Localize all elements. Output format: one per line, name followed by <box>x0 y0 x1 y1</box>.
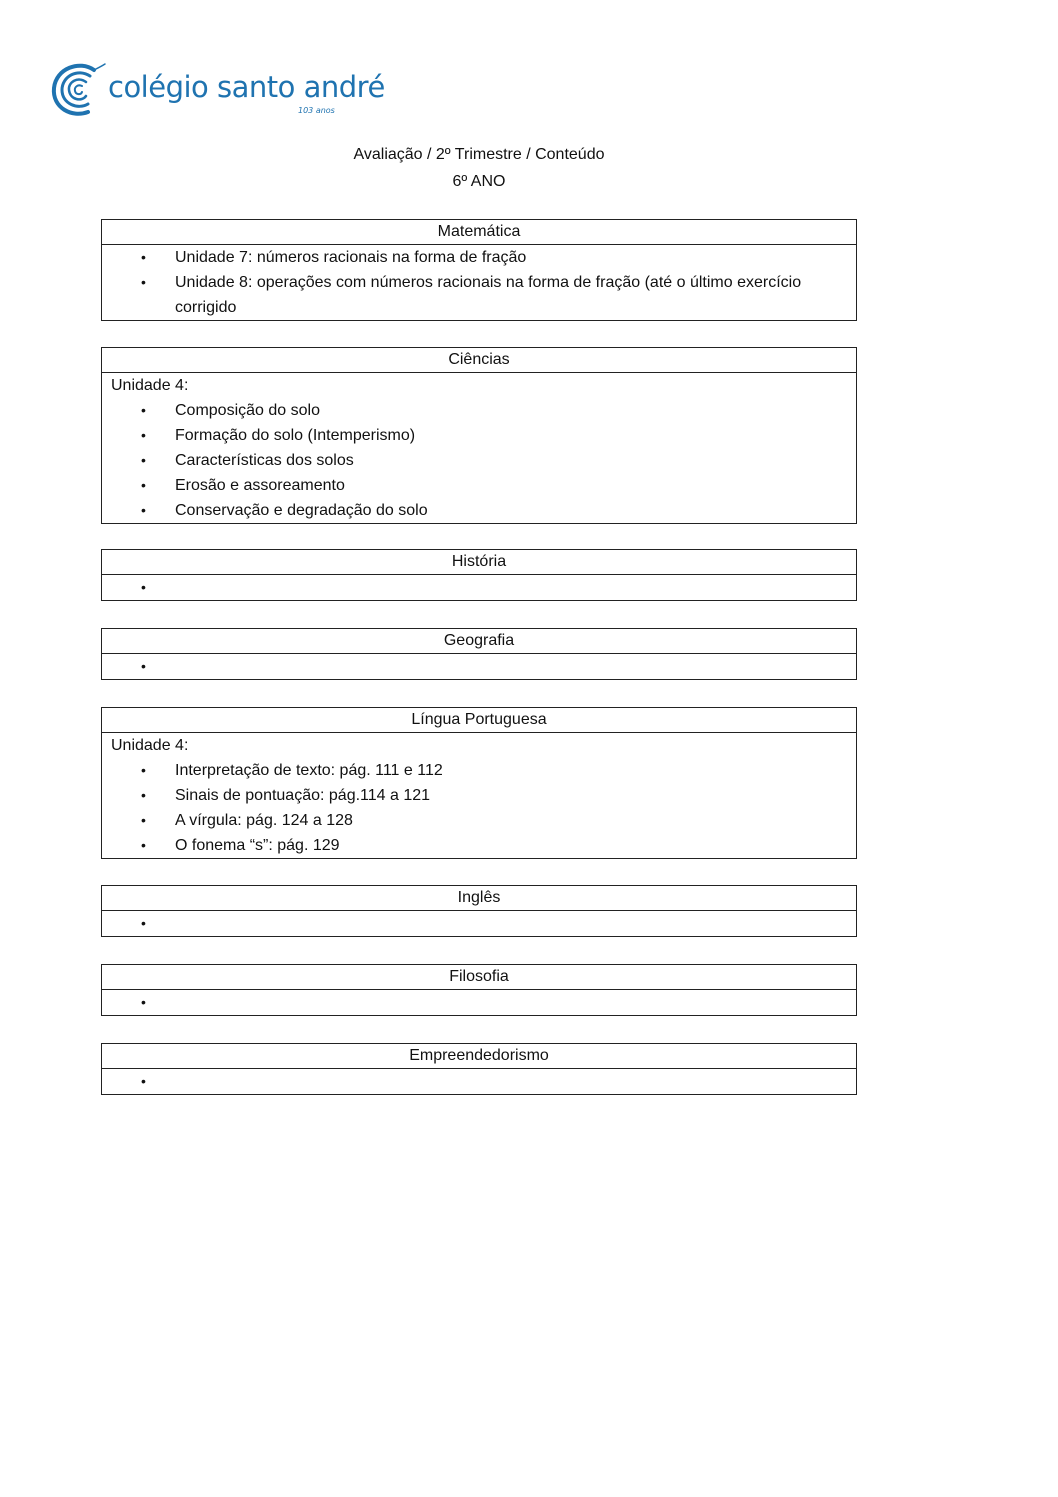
topic-text: O fonema “s”: pág. 129 <box>175 837 340 854</box>
topic-list <box>102 990 856 1015</box>
subject-body <box>102 654 856 679</box>
list-item <box>102 654 856 679</box>
subject-title: Ciências <box>102 348 856 373</box>
bullet-icon: • <box>141 837 146 853</box>
list-item <box>102 270 856 320</box>
subject-title: Empreendedorismo <box>102 1044 856 1069</box>
topic-text: Sinais de pontuação: pág.114 a 121 <box>175 787 431 804</box>
bullet-icon: • <box>141 787 146 803</box>
logo-wordmark: colégio santo andré <box>108 70 385 104</box>
topic-list <box>102 398 856 523</box>
list-item <box>102 245 856 270</box>
subject-body <box>102 990 856 1015</box>
subject-title: Língua Portuguesa <box>102 708 856 733</box>
subject-box-ingles <box>101 885 857 937</box>
unit-label: Unidade 4: <box>111 737 189 754</box>
list-item <box>102 1069 856 1094</box>
list-item <box>102 575 856 600</box>
subject-body <box>102 575 856 600</box>
subject-title: Matemática <box>102 220 856 245</box>
list-item <box>102 783 856 808</box>
subject-title: História <box>102 550 856 575</box>
list-item <box>102 473 856 498</box>
bullet-icon: • <box>141 762 146 778</box>
subject-box-matematica <box>101 219 857 321</box>
logo-subtitle: 103 anos <box>298 106 335 115</box>
topic-list <box>102 758 856 858</box>
bullet-icon: • <box>141 994 146 1010</box>
bullet-icon: • <box>141 249 146 265</box>
topic-text: Interpretação de texto: pág. 111 e 112 <box>175 762 443 779</box>
subject-title: Geografia <box>102 629 856 654</box>
topic-list <box>102 245 856 320</box>
topic-text: A vírgula: pág. 124 a 128 <box>175 812 353 829</box>
subject-body <box>102 373 856 523</box>
subject-title: Filosofia <box>102 965 856 990</box>
subject-box-ciencias <box>101 347 857 524</box>
list-item <box>102 448 856 473</box>
list-item <box>102 758 856 783</box>
bullet-icon: • <box>141 1073 146 1089</box>
topic-text: Unidade 7: números racionais na forma de fração <box>175 249 527 266</box>
swirl-logo-icon <box>50 58 108 120</box>
bullet-icon: • <box>141 658 146 674</box>
subject-box-filosofia <box>101 964 857 1016</box>
bullet-icon: • <box>141 452 146 468</box>
topic-text: Características dos solos <box>175 452 354 469</box>
unit-label: Unidade 4: <box>111 377 189 394</box>
topic-text: Unidade 8: operações com números racionais na forma de fração (até o último exercício corrigido <box>175 274 802 316</box>
subject-body <box>102 733 856 858</box>
bullet-icon: • <box>141 427 146 443</box>
subject-body <box>102 245 856 320</box>
school-logo <box>50 58 385 122</box>
subject-box-historia <box>101 549 857 601</box>
topic-list <box>102 911 856 936</box>
bullet-icon: • <box>141 274 146 290</box>
topic-text: Formação do solo (Intemperismo) <box>175 427 416 444</box>
subject-body <box>102 911 856 936</box>
grade-label: 6º ANO <box>452 173 506 190</box>
subject-box-empreendedorismo <box>101 1043 857 1095</box>
bullet-icon: • <box>141 502 146 518</box>
bullet-icon: • <box>141 579 146 595</box>
bullet-icon: • <box>141 477 146 493</box>
subject-box-geografia <box>101 628 857 680</box>
page-title: Avaliação / 2º Trimestre / Conteúdo <box>353 146 605 163</box>
topic-list <box>102 1069 856 1094</box>
topic-text: Composição do solo <box>175 402 320 419</box>
bullet-icon: • <box>141 402 146 418</box>
bullet-icon: • <box>141 915 146 931</box>
list-item <box>102 833 856 858</box>
list-item <box>102 911 856 936</box>
topic-text: Erosão e assoreamento <box>175 477 345 494</box>
bullet-icon: • <box>141 812 146 828</box>
topic-list <box>102 654 856 679</box>
list-item <box>102 990 856 1015</box>
subject-body <box>102 1069 856 1094</box>
list-item <box>102 423 856 448</box>
subject-title: Inglês <box>102 886 856 911</box>
topic-text: Conservação e degradação do solo <box>175 502 428 519</box>
subject-box-lingua-portuguesa <box>101 707 857 859</box>
list-item <box>102 398 856 423</box>
topic-list <box>102 575 856 600</box>
list-item <box>102 498 856 523</box>
list-item <box>102 808 856 833</box>
